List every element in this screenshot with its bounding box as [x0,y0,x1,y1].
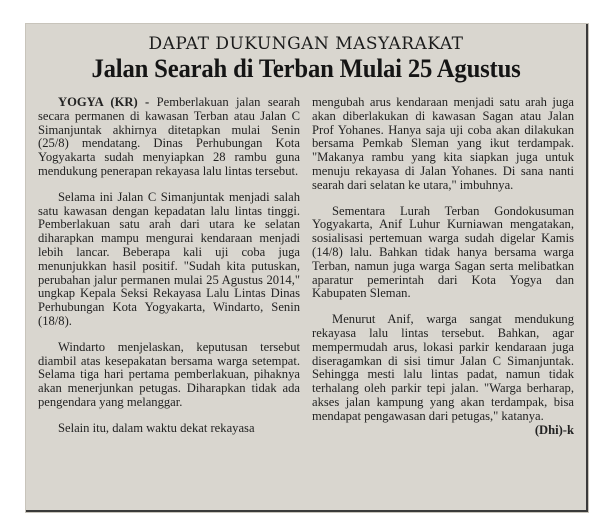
article-paragraph: Sementara Lurah Terban Gondokusuman Yogyakarta, Anif Luhur Kurniawan mengatakan, sosialisasi pertemuan warga sudah digelar Kamis (14/8) lalu. Bahkan tidak hanya bersama warga Terban, namun juga warga Sagan serta melibatkan aparatur pemerintah dari Kota Yogya dan Kabupaten Sleman. [312,203,574,301]
article-paragraph: mengubah arus kendaraan menjadi satu arah juga akan diberlakukan di kawasan Sagan atau Jalan Prof Yohanes. Hanya saja uji coba akan dilakukan bersama Pemkab Sleman yang ikut terdampak. "Makanya rambu yang kita siapkan juga untuk menuju rekayasa di Jalan Yohanes. Di sana nanti searah dari selatan ke utara," imbuhnya. [312,95,574,192]
article-kicker: DAPAT DUKUNGAN MASYARAKAT [148,34,464,54]
article-paragraph: Selama ini Jalan C Simanjuntak menjadi salah satu kawasan dengan kepadatan lalu lintas tinggi. Pemberlakuan satu arah dari utara ke selatan diharapkan mampu mengurai kendaraan menjadi lebih lancar. Beberapa kali uji coba juga menunjukkan hasil positif. "Sudah kita putuskan, perubahan jalur permanen mulai 25 Agustus 2014," ungkap Kepala Seksi Rekayasa Lalu Lintas Dinas Perhubungan Kota Yogyakarta, Windarto, Senin (18/8). [38,189,300,328]
article-paragraph [38,96,300,179]
article-paragraph-text: Menurut Anif, warga sangat mendukung rekayasa lalu lintas tersebut. Bahkan, agar mempermudah arus, lokasi parkir kendaraan juga diseragamkan di sisi timur Jalan C Simanjuntak. Sehingga mesti lalu lintas padat, namun tidak terhalang oleh parkir tepi jalan. "Warga berharap, akses jalan kampung yang akan terdampak, bisa mendapat pengawasan dari petugas," katanya. [312,312,574,423]
article-signature: (Dhi)-k [534,422,574,437]
article-paragraph: Selain itu, dalam waktu dekat rekayasa [58,420,255,435]
article-paragraph: Windarto menjelaskan, keputusan tersebut diambil atas kesepakatan bersama warga setempat. Selama tiga hari pertama pemberlakuan, pihaknya akan menerjunkan petugas. Diharapkan tidak ada pengendara yang melanggar. [38,339,300,409]
article-headline: Jalan Searah di Terban Mulai 25 Agustus [91,54,521,83]
article-column-left [38,96,300,448]
newspaper-clipping [26,24,588,512]
article-column-right [312,96,574,437]
article-dateline: YOGYA (KR) - [58,95,157,109]
article-paragraph-text: Pemberlakuan jalan searah secara permanen di kawasan Terban atau Jalan C Simanjuntak akhirnya ditetapkan mulai Senin (25/8) mendatang. Dinas Perhubungan Kota Yogyakarta sudah menyiapkan 28 rambu guna mendukung penerapan rekayasa lalu lintas tersebut. [38,95,300,178]
article-paragraph [312,312,574,437]
